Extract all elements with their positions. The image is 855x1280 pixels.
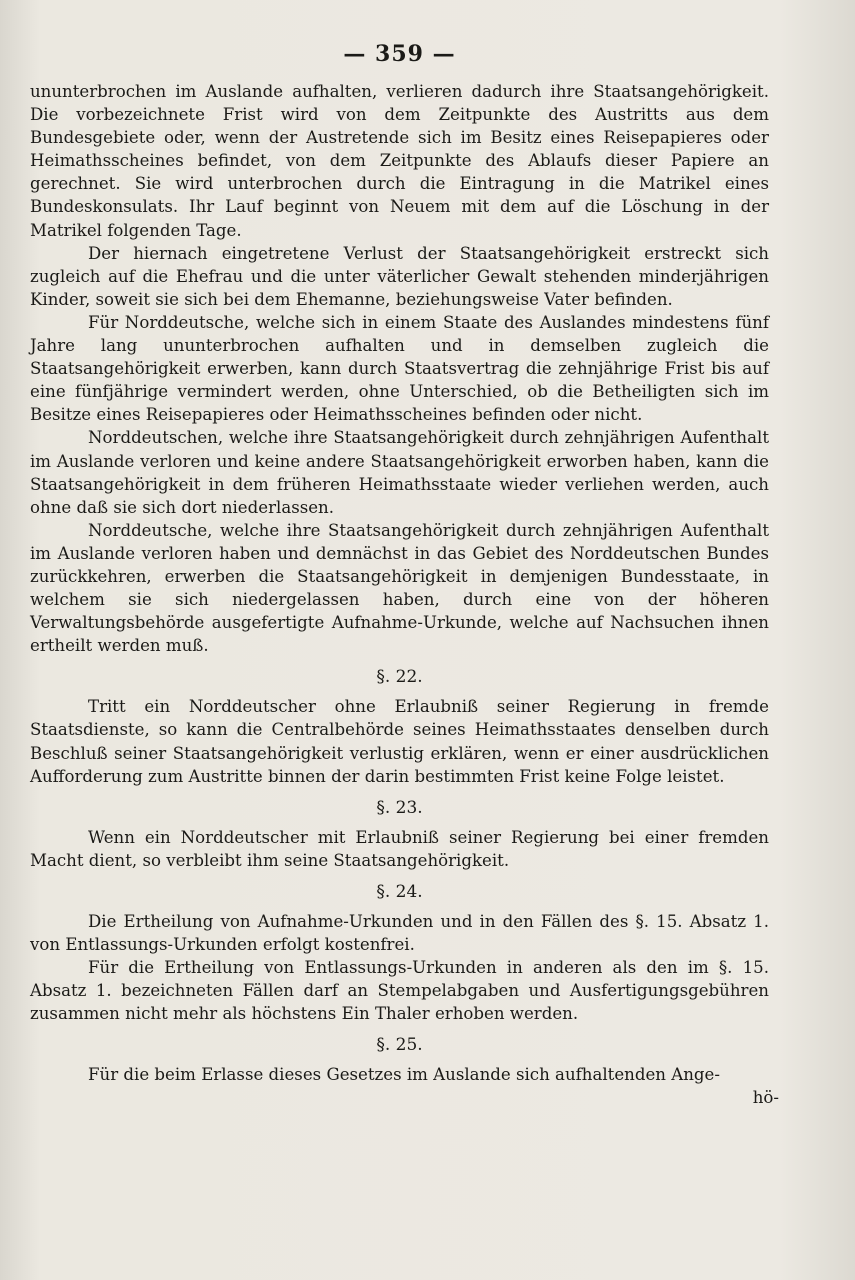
document-body [30,80,769,1086]
page-number: — 359 — [343,41,456,67]
paragraph: Norddeutschen, welche ihre Staatsangehörigkeit durch zehnjährigen Aufenthalt im Auslande verloren und keine andere Staatsangehörigkeit erworben haben, kann die Staatsangehörigkeit in dem früheren Heimathsstaate wieder verliehen werden, auch ohne daß sie sich dort niederlassen. [30,428,769,517]
paragraph: Norddeutsche, welche ihre Staatsangehörigkeit durch zehnjährigen Aufenthalt im Auslande verloren haben und demnächst in das Gebiet des Norddeutschen Bundes zurückkehren, erwerben die Staatsangehörigkeit in demjenigen Bundesstaate, in welchem sie sich niedergelassen haben, durch eine von der höheren Verwaltungsbehörde ausgefertigte Aufnahme-Urkunde, welche auf Nachsuchen ihnen ertheilt werden muß. [30,520,769,656]
paragraph: Tritt ein Norddeutscher ohne Erlaubniß seiner Regierung in fremde Staatsdienste, so kann die Centralbehörde seines Heimathsstaates denselben durch Beschluß seiner Staatsangehörigkeit verlustig erklären, wenn er einer ausdrücklichen Aufforderung zum Austritte binnen der darin bestimmten Frist keine Folge leistet. [30,697,769,786]
section-heading: §. 25. [376,1035,423,1056]
catchword: hö- [752,1088,779,1108]
paragraph: ununterbrochen im Auslande aufhalten, verlieren dadurch ihre Staatsangehörigkeit. Die vorbezeichnete Frist wird von dem Zeitpunkte des Austritts aus dem Bundesgebiete oder, wenn der Austretende sich im Besitz eines Reisepapieres oder Heimathsscheines befindet, von dem Zeitpunkte des Ablaufs dieser Papiere an gerechnet. Sie wird unterbrochen durch die Eintragung in die Matrikel eines Bundeskonsulats. Ihr Lauf beginnt von Neuem mit dem auf die Löschung in der Matrikel folgenden Tage. [30,82,769,240]
paragraph: Für Norddeutsche, welche sich in einem Staate des Auslandes mindestens fünf Jahre lang ununterbrochen aufhalten und in demselben zugleich die Staatsangehörigkeit erwerben, kann durch Staatsvertrag die zehnjährige Frist bis auf eine fünfjährige vermindert werden, ohne Unterschied, ob die Betheiligten sich im Besitze eines Reisepapieres oder Heimathsscheines befinden oder nicht. [30,312,769,425]
section-heading: §. 24. [376,881,423,902]
paragraph: Für die beim Erlasse dieses Gesetzes im Auslande sich aufhaltenden Ange- [88,1065,720,1085]
section-heading: §. 22. [376,667,423,688]
paragraph: Die Ertheilung von Aufnahme-Urkunden und in den Fällen des §. 15. Absatz 1. von Entlassungs-Urkunden erfolgt kostenfrei. [30,911,769,954]
paragraph: Wenn ein Norddeutscher mit Erlaubniß seiner Regierung bei einer fremden Macht dient, so verbleibt ihm seine Staatsangehörigkeit. [30,827,769,870]
paragraph: Für die Ertheilung von Entlassungs-Urkunden in anderen als den im §. 15. Absatz 1. bezeichneten Fällen darf an Stempelabgaben und Ausfertigungsgebühren zusammen nicht mehr als höchstens Ein Thaler erhoben werden. [30,958,769,1024]
paragraph: Der hiernach eingetretene Verlust der Staatsangehörigkeit erstreckt sich zugleich auf die Ehefrau und die unter väterlicher Gewalt stehenden minderjährigen Kinder, soweit sie sich bei dem Ehemanne, beziehungsweise Vater befinden. [30,243,769,309]
section-heading: §. 23. [376,797,423,818]
